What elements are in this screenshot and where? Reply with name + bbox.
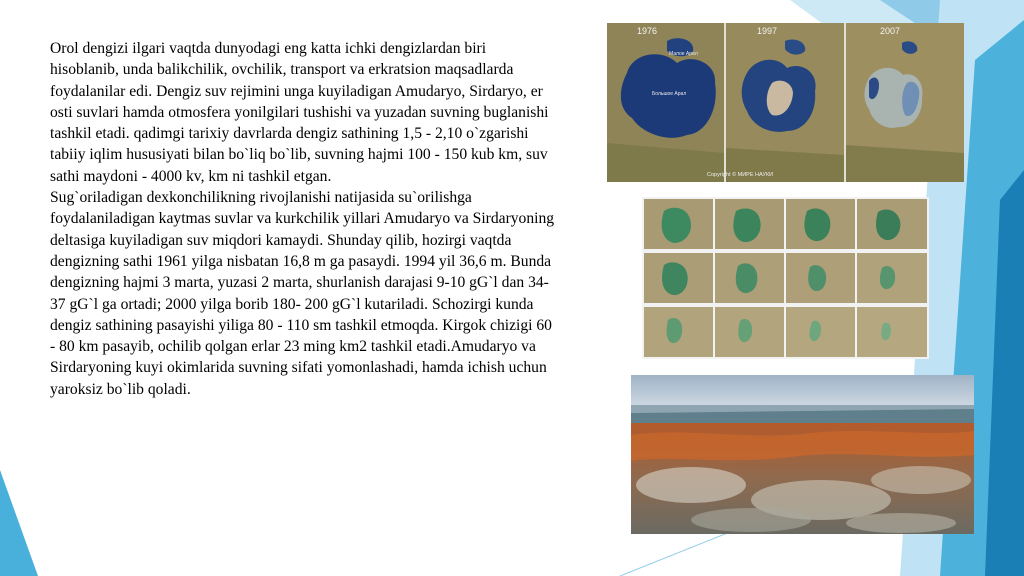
map-year-2: 1997 [757, 26, 778, 36]
body-text [50, 38, 555, 400]
satellite-frame [644, 253, 713, 303]
map-year-3: 2007 [880, 26, 901, 36]
satellite-frame [715, 307, 784, 357]
satellite-frame [786, 253, 855, 303]
satellite-frame [715, 199, 784, 249]
label-big-sea: Большое Арал [652, 91, 687, 97]
map-copyright: Copyright © МИРЕ НАУКИ [707, 172, 774, 178]
satellite-frame [715, 253, 784, 303]
map-panel-1997 [726, 23, 844, 182]
satellite-frame [857, 307, 927, 357]
satellite-frame [644, 199, 713, 249]
aral-sea-1976-1997-2007-map [607, 23, 964, 182]
satellite-frame [644, 307, 713, 357]
dried-seabed-photo [631, 375, 974, 534]
satellite-frame [786, 307, 855, 357]
map-year-1: 1976 [637, 26, 658, 36]
paragraph-aral-decline: Sug`oriladigan dexkonchilikning rivojlanishi natijasida su`orilishga foydalaniladigan kaytmas suvlar va kurkchilik yillari Amudaryo va Sirdaryoning deltasiga kuyiladigan suv miqdori kamaydi. Shunday qilib, hozirgi vaqtda dengizning sathi 1961 yilga nisbatan 16,8 m ga pasaydi. 1994 yil 36,6 m. Bunda dengizning hajmi 3 marta, yuzasi 2 marta, shurlanish darajasi 9-10 gG`l dan 34-37 gG`l ga ortadi; 2000 yilga borib 180- 200 gG`l kutariladi. Schozirgi kunda dengiz sathining pasayishi yiliga 80 - 110 sm tashkil etmoqda. Kirgok chizigi 60 - 80 km pasayib, ochilib qolgan erlar 23 ming km2 tashkil etadi.Amudaryo va Sirdaryoning kuyi okimlarida suvning sifati yomonlashadi, hamda ichish uchun yaroksiz bo`lib qoladi. [50, 189, 555, 398]
label-small-sea: Малое Арал [669, 51, 698, 57]
satellite-frame [857, 199, 927, 249]
satellite-frame [786, 199, 855, 249]
deco-bottom-left-triangle [0, 470, 38, 576]
map-panel-2007 [846, 23, 964, 182]
paragraph-aral-history: Orol dengizi ilgari vaqtda dunyodagi eng katta ichki dengizlardan biri hisoblanib, unda balikchilik, ovchilik, transport va erkratsion maqsadlarda foydalanilar edi. Dengiz suv rejimini unga kuyiladigan Amudaryo, Sirdaryo, er osti suvlari hamda otmosfera yonilgilari tushishi va yuzadan suvning buglanishi tashkil etadi. qadimgi tarixiy davrlarda dengiz sathining 1,5 - 2,10 o`zgarishi tabiiy iqlim hususiyati bilan bo`liq bo`lib, suvning hajmi 100 - 150 kub km, suv sathi maydoni - 4000 kv, km ni tashkil etgan. [50, 40, 549, 185]
map-panel-1976 [607, 23, 724, 182]
satellite-frame [857, 253, 927, 303]
aral-sea-satellite-grid [642, 197, 929, 359]
